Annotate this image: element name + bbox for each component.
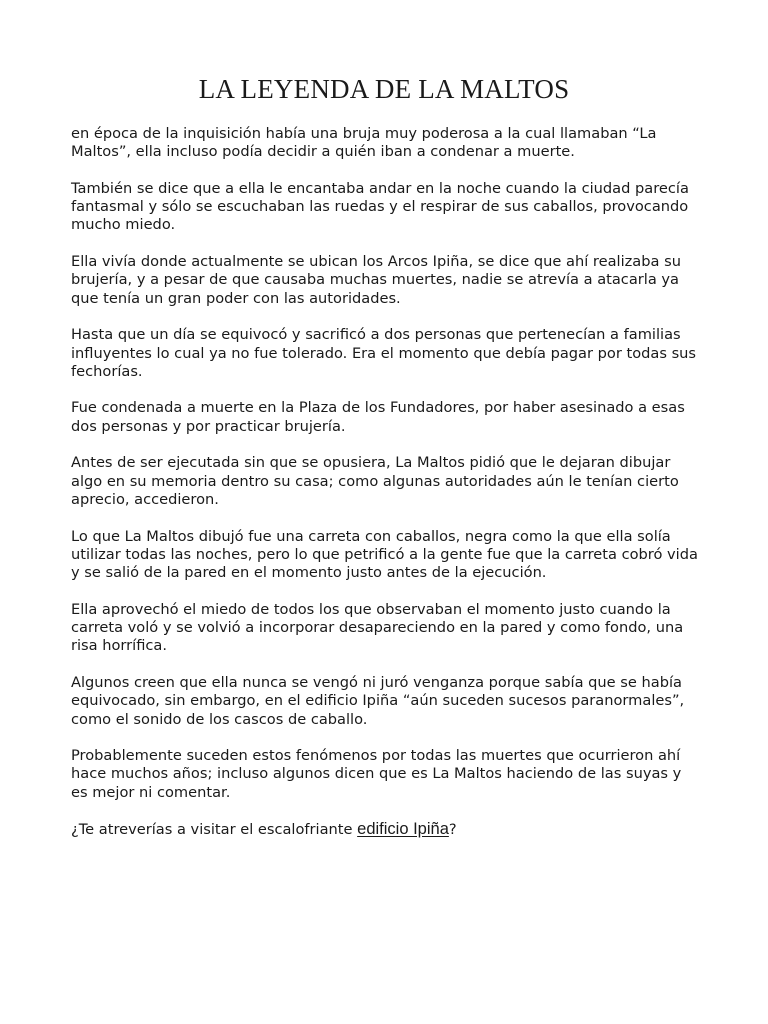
paragraph-8: Ella aprovechó el miedo de todos los que observaban el momento justo cuando la carreta voló y se volvió a incorporar desapareciendo en la pared y como fondo, una risa horrífica. bbox=[71, 600, 684, 655]
paragraph-6: Antes de ser ejecutada sin que se opusiera, La Maltos pidió que le dejaran dibujar algo en su memoria dentro su casa; como algunas autoridades aún le tenían cierto aprecio, accedieron. bbox=[71, 454, 679, 508]
paragraph-3: Ella vivía donde actualmente se ubican los Arcos Ipiña, se dice que ahí realizaba su brujería, y a pesar de que causaba muchas muertes, nadie se atrevía a atacarla ya que tenía un gran poder con las autoridades. bbox=[71, 253, 681, 307]
paragraph-1: en época de la inquisición había una bruja muy poderosa a la cual llamaban “La Maltos”, ella incluso podía decidir a quién iban a condenar a muerte. bbox=[71, 125, 657, 161]
paragraph-10: Probablemente suceden estos fenómenos por todas las muertes que ocurrieron ahí hace muchos años; incluso algunos dicen que es La Maltos haciendo de las suyas y es mejor ni comentar. bbox=[71, 747, 682, 801]
document-body bbox=[71, 125, 701, 858]
paragraph-9: Algunos creen que ella nunca se vengó ni juró venganza porque sabía que se había equivocado, sin embargo, en el edificio Ipiña “aún suceden sucesos paranormales”, como el sonido de los cascos de caballo. bbox=[71, 673, 685, 728]
closing-prefix: ¿Te atreverías a visitar el escalofriante bbox=[71, 821, 358, 839]
paragraph-4: Hasta que un día se equivocó y sacrificó a dos personas que pertenecían a familias influyentes lo cual ya no fue tolerado. Era el momento que debía pagar por todas sus fechorías. bbox=[71, 326, 697, 380]
edificio-ipina-link[interactable]: edificio Ipiña bbox=[357, 820, 449, 839]
document-title: LA LEYENDA DE LA MALTOS bbox=[198, 74, 570, 104]
closing-suffix: ? bbox=[448, 821, 457, 839]
paragraph-7: Lo que La Maltos dibujó fue una carreta con caballos, negra como la que ella solía utilizar todas las noches, pero lo que petrificó a la gente fue que la carreta cobró vida y se salió de la pared en el momento justo antes de la ejecución. bbox=[71, 527, 698, 582]
closing-question bbox=[71, 820, 701, 839]
paragraph-2: También se dice que a ella le encantaba andar en la noche cuando la ciudad parecía fantasmal y sólo se escuchaban las ruedas y el respirar de sus caballos, provocando mucho miedo. bbox=[71, 179, 689, 234]
paragraph-5: Fue condenada a muerte en la Plaza de los Fundadores, por haber asesinado a esas dos personas y por practicar brujería. bbox=[71, 399, 685, 435]
